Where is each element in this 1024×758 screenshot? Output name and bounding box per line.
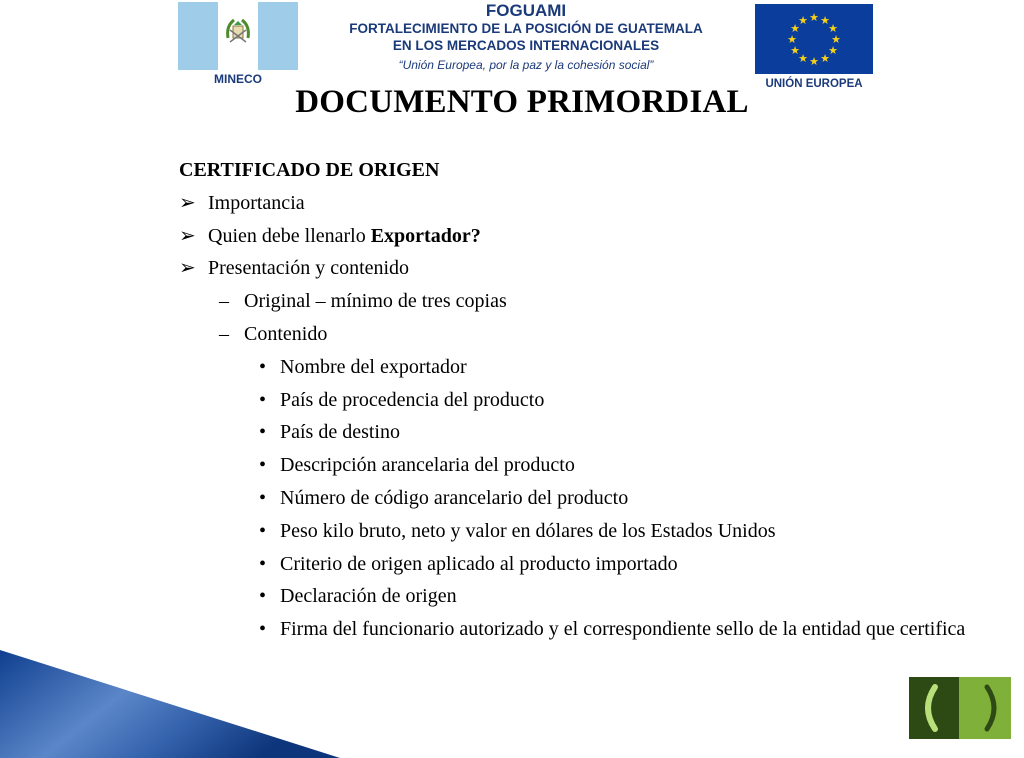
svg-text:★: ★ xyxy=(820,52,830,65)
guatemala-flag xyxy=(178,2,298,70)
dot-bullet-icon: • xyxy=(259,355,267,378)
dot-bullet-icon: • xyxy=(259,618,267,641)
list-item-text: Quien debe llenarlo xyxy=(208,224,371,247)
left-bracket-icon xyxy=(909,677,959,739)
eu-flag xyxy=(755,4,873,74)
content-list-item-text: Peso kilo bruto, neto y valor en dólares de los Estados Unidos xyxy=(280,519,776,542)
content-list-item xyxy=(179,515,1024,548)
page-title: DOCUMENTO PRIMORDIAL xyxy=(295,84,749,120)
content-list-item-text: País de procedencia del producto xyxy=(280,388,545,411)
coat-of-arms-icon xyxy=(224,16,252,52)
content-list-item xyxy=(179,416,1024,449)
svg-text:★: ★ xyxy=(787,33,797,46)
dot-bullet-icon: • xyxy=(259,388,267,411)
dash-bullet-icon: – xyxy=(219,290,229,313)
right-bracket-icon xyxy=(959,677,1011,739)
foguami-line-1: FORTALECIMIENTO DE LA POSICIÓN DE GUATEMALA xyxy=(349,21,703,36)
svg-text:★: ★ xyxy=(798,14,808,27)
arrow-bullet-icon: ➢ xyxy=(179,257,196,280)
dot-bullet-icon: • xyxy=(259,454,267,477)
svg-text:★: ★ xyxy=(809,11,819,24)
list-item-bold-text: Exportador? xyxy=(370,224,481,247)
arrow-bullet-icon: ➢ xyxy=(179,224,196,247)
eu-logo xyxy=(753,4,875,92)
eu-label: UNIÓN EUROPEA xyxy=(765,78,863,90)
section-heading: CERTIFICADO DE ORIGEN xyxy=(179,159,440,181)
foguami-line-2: EN LOS MERCADOS INTERNACIONALES xyxy=(392,38,660,53)
sub-list-item-text: Original – mínimo de tres copias xyxy=(244,290,507,313)
decorative-blue-wedge xyxy=(0,640,345,758)
content-list-item xyxy=(179,580,1024,613)
list-item-text: Importancia xyxy=(208,191,305,214)
content-list-item xyxy=(179,482,1024,515)
foguami-header xyxy=(300,2,752,74)
arrow-bullet-icon: ➢ xyxy=(179,191,196,214)
dot-bullet-icon: • xyxy=(259,421,267,444)
dot-bullet-icon: • xyxy=(259,552,267,575)
content-list-item-text: Número de código arancelario del producto xyxy=(280,486,629,509)
list-item xyxy=(179,252,1024,285)
mineco-logo xyxy=(178,2,298,87)
svg-text:★: ★ xyxy=(828,22,838,35)
mineco-label: MINECO xyxy=(214,72,262,86)
content-list-item-text: Descripción arancelaria del producto xyxy=(280,454,575,477)
content-list-item-text: Firma del funcionario autorizado y el correspondiente sello de la entidad que certifica xyxy=(280,618,966,641)
content-list-item xyxy=(179,351,1024,384)
dot-bullet-icon: • xyxy=(259,585,267,608)
content-list-item-text: Criterio de origen aplicado al producto importado xyxy=(280,552,678,575)
slide-content xyxy=(179,154,1024,643)
foguami-slogan: “Unión Europea, por la paz y la cohesión social” xyxy=(398,58,654,72)
content-list-item xyxy=(179,384,1024,417)
content-list-item xyxy=(179,548,1024,581)
content-list-item xyxy=(179,613,1024,643)
svg-text:★: ★ xyxy=(798,52,808,65)
content-list-item-text: Declaración de origen xyxy=(280,585,457,608)
content-list-item-text: País de destino xyxy=(280,421,400,444)
list-item xyxy=(179,187,1024,220)
foguami-title: FOGUAMI xyxy=(485,1,567,20)
dot-bullet-icon: • xyxy=(259,519,267,542)
eu-stars-icon xyxy=(755,4,873,74)
list-item-text: Presentación y contenido xyxy=(208,257,410,280)
sub-list-item xyxy=(179,318,1024,351)
content-list-item xyxy=(179,449,1024,482)
svg-text:★: ★ xyxy=(831,33,841,46)
conciencia-logo xyxy=(909,677,1011,739)
dash-bullet-icon: – xyxy=(219,322,229,345)
svg-text:★: ★ xyxy=(828,44,838,57)
svg-text:★: ★ xyxy=(790,44,800,57)
svg-text:★: ★ xyxy=(820,14,830,27)
sub-list-item-text: Contenido xyxy=(244,322,328,345)
content-list-item-text: Nombre del exportador xyxy=(280,355,467,378)
list-item xyxy=(179,220,1024,253)
dot-bullet-icon: • xyxy=(259,486,267,509)
svg-text:★: ★ xyxy=(809,55,819,68)
sub-list-item xyxy=(179,285,1024,318)
svg-text:★: ★ xyxy=(790,22,800,35)
